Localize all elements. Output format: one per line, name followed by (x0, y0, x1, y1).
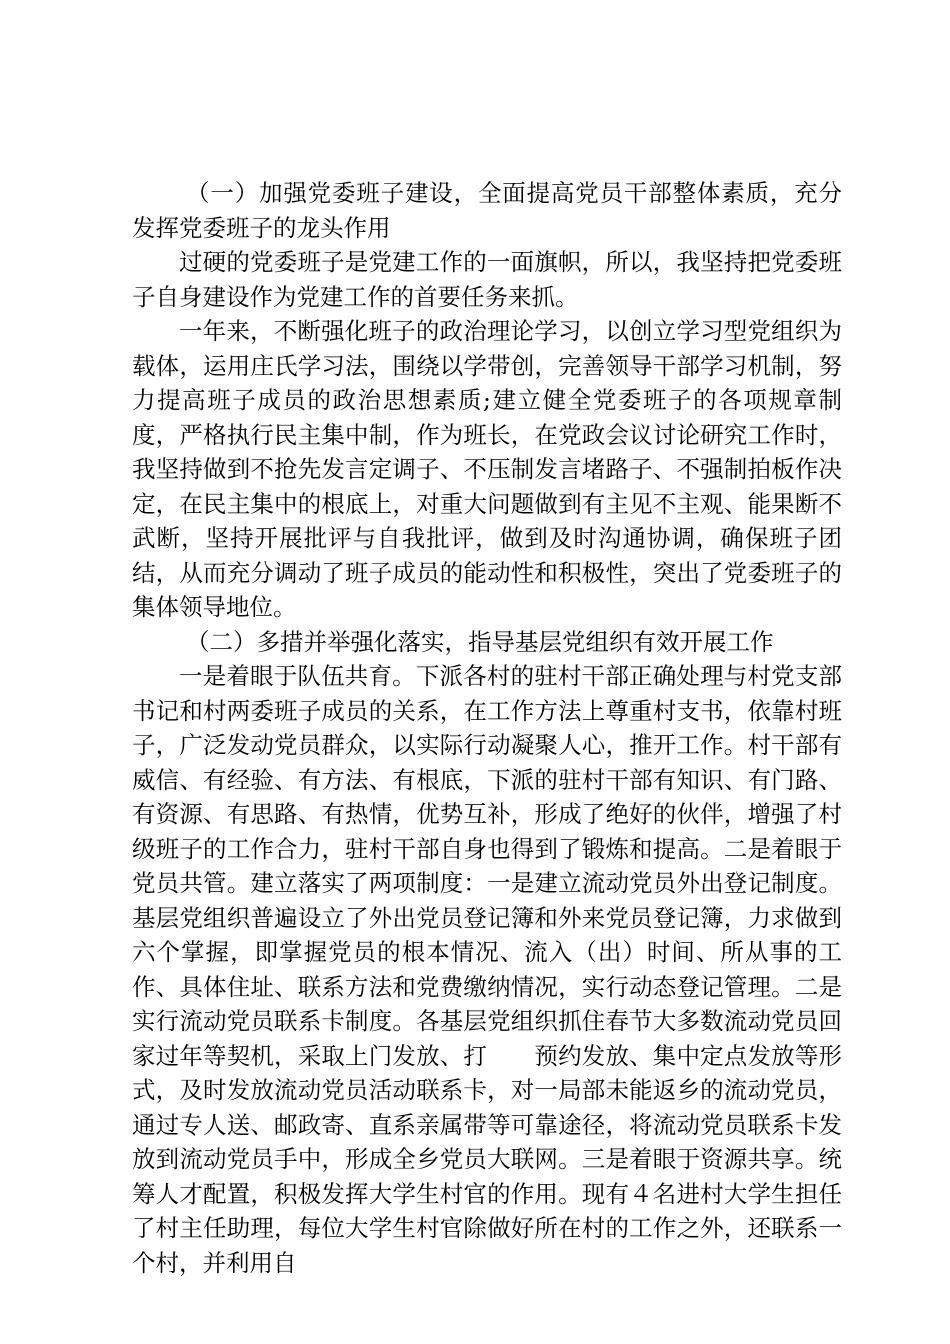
paragraph-3: 一是着眼于队伍共育。下派各村的驻村干部正确处理与村党支部书记和村两委班子成员的关系，在工作方法上尊重村支书，依靠村班子，广泛发动党员群众，以实际行动凝聚人心，推开工作。村干部有威信、有经验、有方法、有根底，下派的驻村干部有知识、有门路、有资源、有思路、有热情，优势互补，形成了绝好的伙伴，增强了村级班子的工作合力，驻村干部自身也得到了锻炼和提高。二是着眼于党员共管。建立落实了两项制度：一是建立流动党员外出登记制度。基层党组织普遍设立了外出党员登记簿和外来党员登记簿，力求做到六个掌握，即掌握党员的根本情况、流入（出）时间、所从事的工作、具体住址、联系方法和党费缴纳情况，实行动态登记管理。二是实行流动党员联系卡制度。各基层党组织抓住春节大多数流动党员回家过年等契机，采取上门发放、打 预约发放、集中定点发放等形式，及时发放流动党员活动联系卡，对一局部未能返乡的流动党员，通过专人送、邮政寄、直系亲属带等可靠途径，将流动党员联系卡发放到流动党员手中，形成全乡党员大联网。三是着眼于资源共享。统筹人才配置，积极发挥大学生村官的作用。现有４名进村大学生担任了村主任助理，每位大学生村官除做好所在村的工作之外，还联系一个村，并利用自 (132, 662, 842, 1277)
section-heading-2: （二）多措并举强化落实，指导基层党组织有效开展工作 (186, 627, 774, 656)
paragraph-1: 过硬的党委班子是党建工作的一面旗帜，所以，我坚持把党委班子自身建设作为党建工作的首要任务来抓。 (132, 248, 842, 311)
section-heading-1: （一）加强党委班子建设，全面提高党员干部整体素质，充分发挥党委班子的龙头作用 (132, 179, 842, 242)
paragraph-2: 一年来，不断强化班子的政治理论学习，以创立学习型党组织为载体，运用庄氏学习法，围绕以学带创，完善领导干部学习机制，努力提高班子成员的政治思想素质;建立健全党委班子的各项规章制度，严格执行民主集中制，作为班长，在党政会议讨论研究工作时，我坚持做到不抢先发言定调子、不压制发言堵路子、不强制拍板作决定，在民主集中的根底上，对重大问题做到有主见不主观、能果断不武断，坚持开展批评与自我批评，做到及时沟通协调，确保班子团结，从而充分调动了班子成员的能动性和积极性，突出了党委班子的集体领导地位。 (132, 317, 842, 621)
document-body (132, 176, 842, 1280)
